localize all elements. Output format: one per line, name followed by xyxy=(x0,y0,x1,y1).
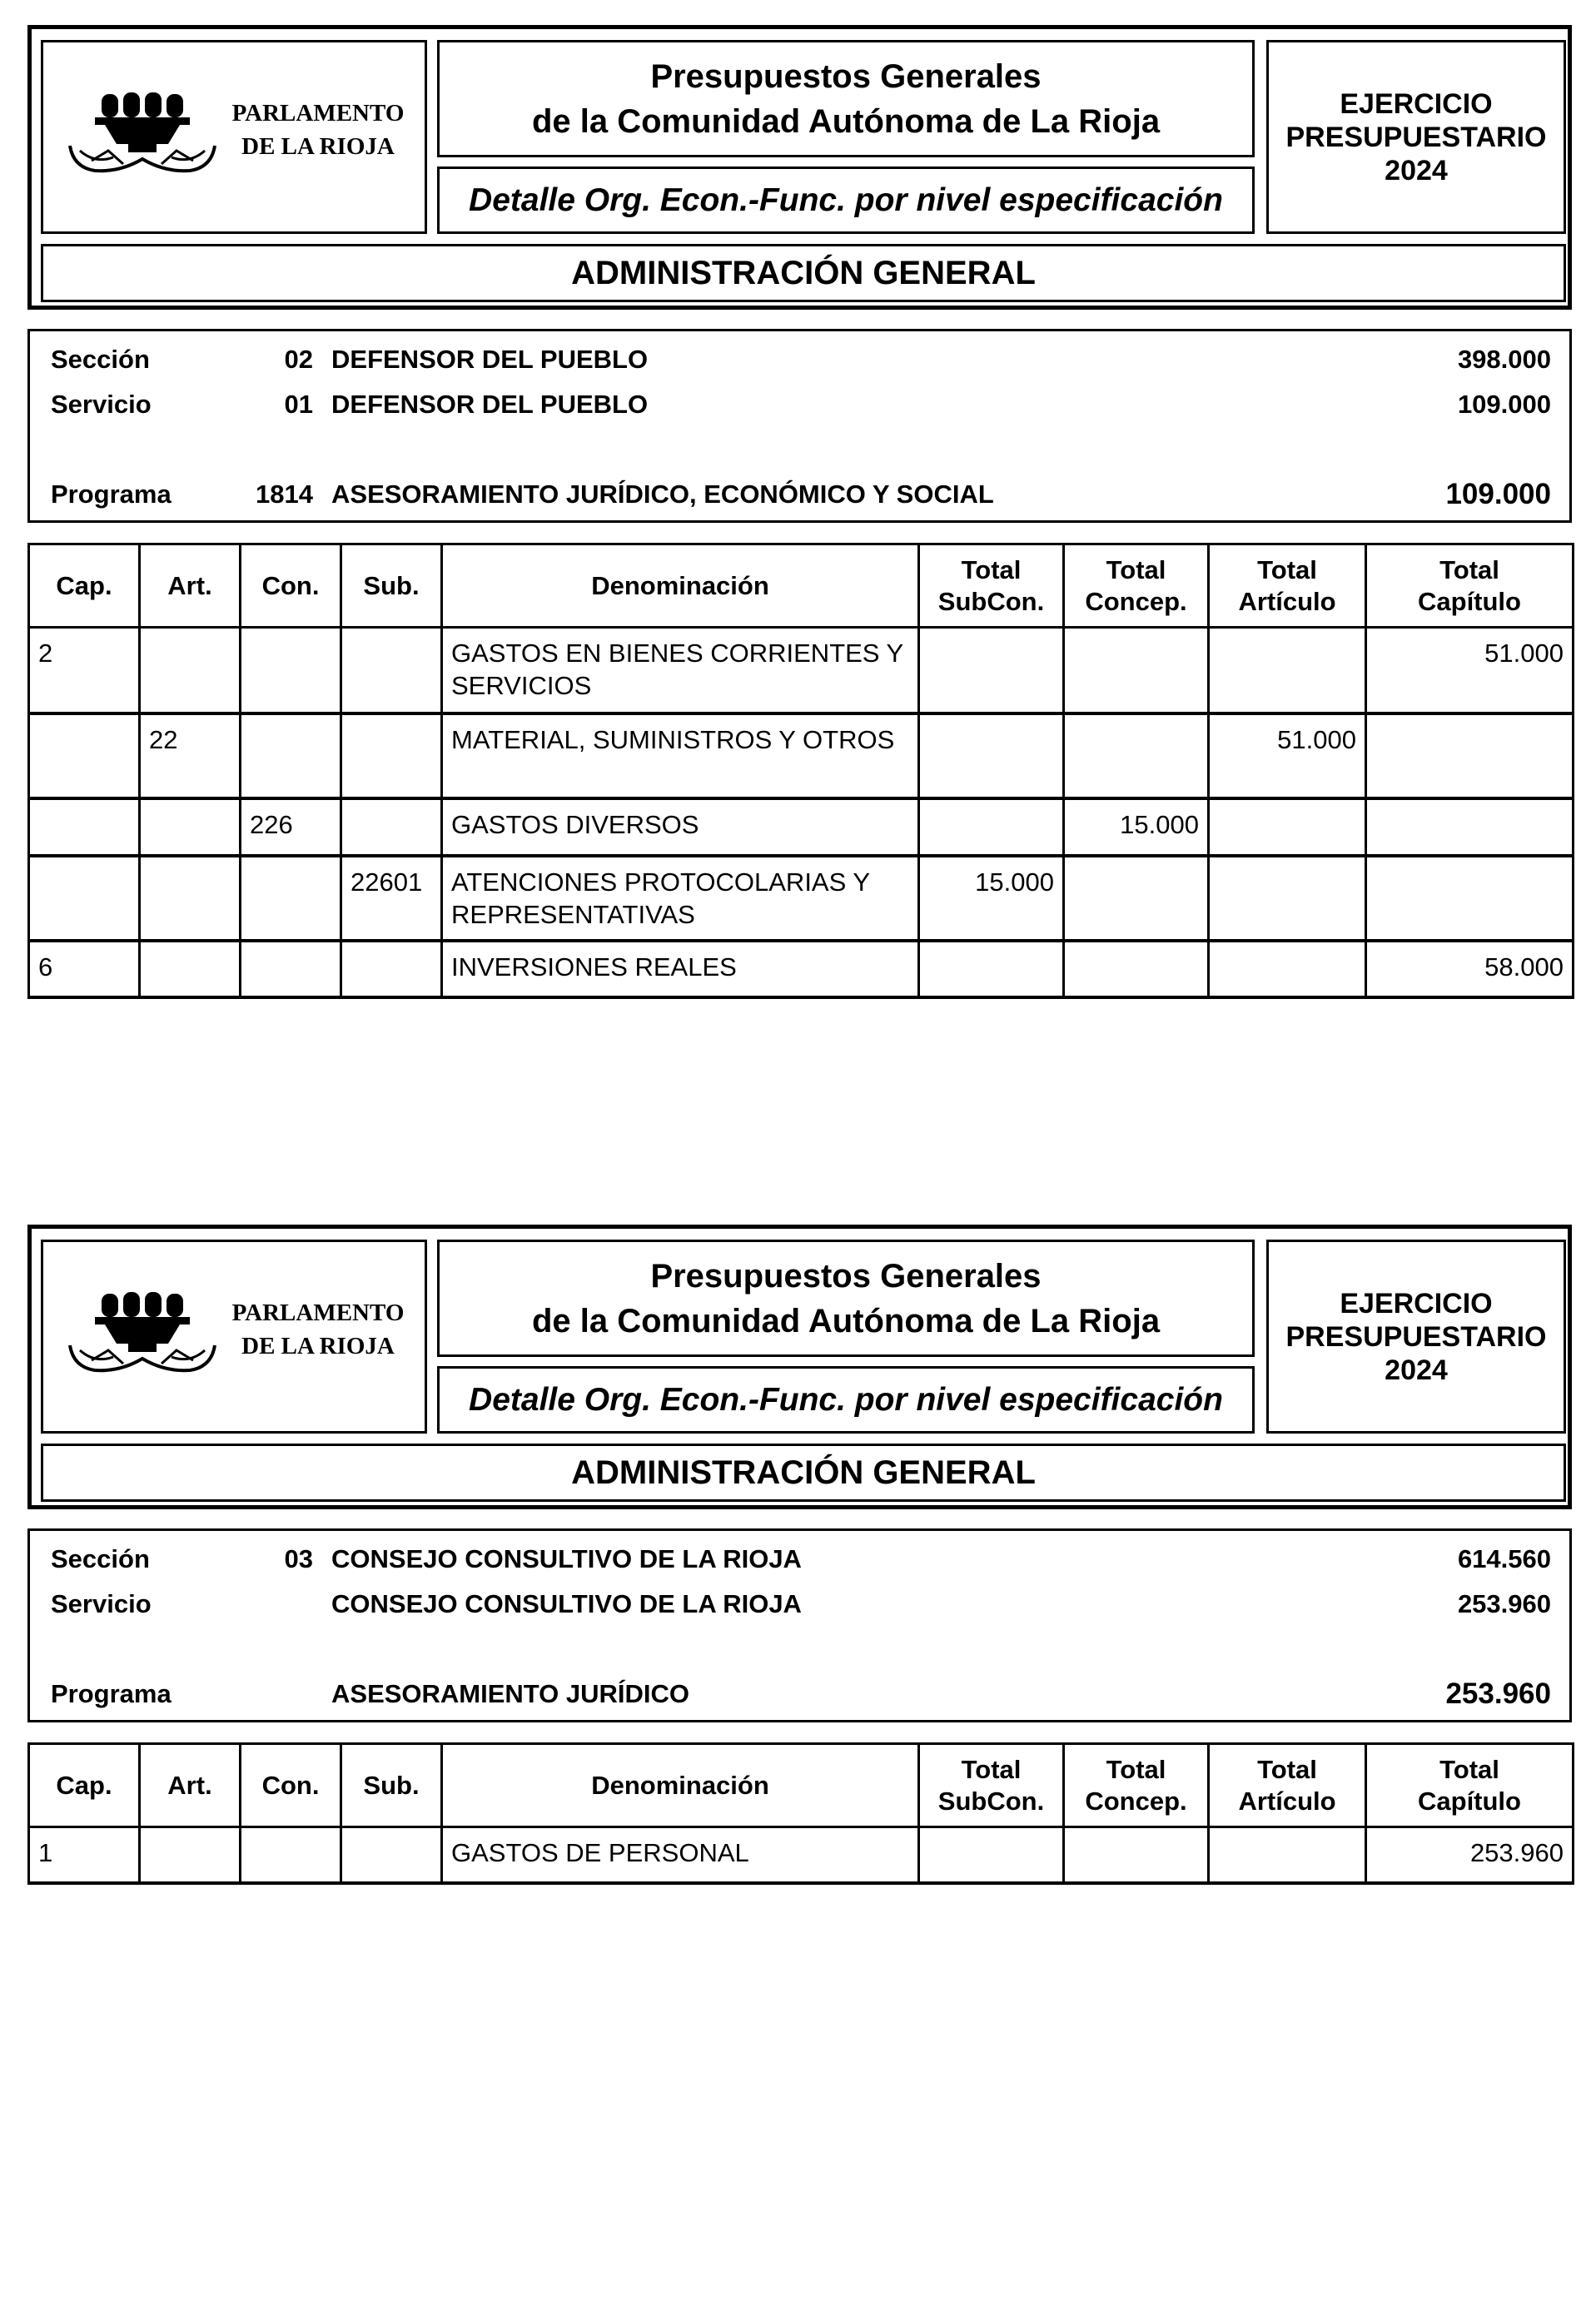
col-header-total-subcon xyxy=(919,544,1064,628)
cell-denominacion: GASTOS DE PERSONAL xyxy=(442,1827,919,1883)
col-header-sub: Sub. xyxy=(341,544,442,628)
cell-art: 22 xyxy=(140,713,241,798)
cell-cap xyxy=(29,798,140,856)
col-header-total-capitulo-line1: Total xyxy=(1439,554,1499,584)
col-header-total-concep-line1: Total xyxy=(1106,554,1166,584)
col-header-total-articulo-line2: Artículo xyxy=(1238,1786,1336,1816)
col-header-total-subcon-line2: SubCon. xyxy=(937,1786,1045,1816)
logo-box xyxy=(41,40,427,234)
org-name-line2: DE LA RIOJA xyxy=(241,1333,395,1359)
programa-amount: 253.960 xyxy=(1445,1677,1551,1710)
programa-label: Programa xyxy=(51,480,172,509)
parliament-logo-icon xyxy=(62,84,224,192)
servicio-amount: 253.960 xyxy=(1457,1589,1551,1618)
cell-total-concep xyxy=(1064,941,1209,997)
seccion-label: Sección xyxy=(51,1544,150,1573)
ejercicio-year: 2024 xyxy=(1385,1354,1448,1386)
cell-denominacion: MATERIAL, SUMINISTROS Y OTROS xyxy=(442,713,919,798)
cell-total-subcon xyxy=(919,628,1064,713)
cell-total-articulo: 51.000 xyxy=(1209,713,1366,798)
col-header-cap: Cap. xyxy=(29,544,140,628)
org-name xyxy=(218,1296,418,1363)
cell-total-capitulo: 253.960 xyxy=(1366,1827,1574,1883)
cell-art xyxy=(140,628,241,713)
cell-denominacion: ATENCIONES PROTOCOLARIAS Y REPRESENTATIVAS xyxy=(442,856,919,941)
cell-con xyxy=(241,1827,341,1883)
col-header-total-articulo-line2: Artículo xyxy=(1238,586,1336,616)
cell-sub xyxy=(341,798,442,856)
cell-sub xyxy=(341,1827,442,1883)
seccion-code: 03 xyxy=(284,1544,313,1573)
cell-sub xyxy=(341,713,442,798)
col-header-total-concep-line1: Total xyxy=(1106,1754,1166,1784)
cell-total-subcon: 15.000 xyxy=(919,856,1064,941)
col-header-total-capitulo-line1: Total xyxy=(1439,1754,1499,1784)
cell-sub: 22601 xyxy=(341,856,442,941)
cell-art xyxy=(140,941,241,997)
section-info xyxy=(27,1528,1572,1722)
cell-total-capitulo: 58.000 xyxy=(1366,941,1574,997)
seccion-amount: 398.000 xyxy=(1457,345,1551,374)
table-header-row xyxy=(29,1744,1574,1827)
col-header-total-capitulo-line2: Capítulo xyxy=(1418,586,1521,616)
org-name-line1: PARLAMENTO xyxy=(231,100,405,127)
servicio-amount: 109.000 xyxy=(1457,390,1551,419)
sheet-header xyxy=(27,1225,1572,1509)
programa-label: Programa xyxy=(51,1679,172,1708)
col-header-con: Con. xyxy=(241,544,341,628)
col-header-total-capitulo xyxy=(1366,1744,1574,1827)
title-line2: de la Comunidad Autónoma de La Rioja xyxy=(531,102,1161,140)
title-line2: de la Comunidad Autónoma de La Rioja xyxy=(531,1302,1161,1339)
col-header-art: Art. xyxy=(140,544,241,628)
seccion-label: Sección xyxy=(51,345,150,374)
cell-cap: 6 xyxy=(29,941,140,997)
col-header-total-subcon-line1: Total xyxy=(961,554,1022,584)
sheet-header xyxy=(27,25,1572,310)
subtitle: Detalle Org. Econ.-Func. por nivel especificación xyxy=(437,1366,1255,1434)
budget-sheet-2 xyxy=(27,1225,1572,1885)
table-row xyxy=(29,713,1574,798)
cell-total-capitulo: 51.000 xyxy=(1366,628,1574,713)
logo-box xyxy=(41,1240,427,1434)
cell-cap: 2 xyxy=(29,628,140,713)
title-box xyxy=(437,1240,1255,1357)
col-header-total-capitulo-line2: Capítulo xyxy=(1418,1786,1521,1816)
cell-total-concep xyxy=(1064,713,1209,798)
col-header-total-articulo xyxy=(1209,1744,1366,1827)
cell-total-concep xyxy=(1064,628,1209,713)
cell-total-articulo xyxy=(1209,941,1366,997)
cell-art xyxy=(140,798,241,856)
servicio-code: 01 xyxy=(284,390,313,419)
ejercicio-year: 2024 xyxy=(1385,154,1448,186)
cell-total-articulo xyxy=(1209,1827,1366,1883)
table-row xyxy=(29,1827,1574,1883)
cell-total-subcon xyxy=(919,798,1064,856)
cell-total-concep: 15.000 xyxy=(1064,798,1209,856)
col-header-denominacion: Denominación xyxy=(442,1744,919,1827)
cell-total-subcon xyxy=(919,713,1064,798)
col-header-total-articulo-line1: Total xyxy=(1257,554,1317,584)
org-name-line2: DE LA RIOJA xyxy=(241,133,395,160)
cell-total-concep xyxy=(1064,1827,1209,1883)
servicio-row xyxy=(30,1588,1569,1621)
subtitle: Detalle Org. Econ.-Func. por nivel especificación xyxy=(437,166,1255,234)
cell-con xyxy=(241,941,341,997)
section-title: ADMINISTRACIÓN GENERAL xyxy=(41,244,1566,302)
servicio-label: Servicio xyxy=(51,390,152,419)
seccion-name: CONSEJO CONSULTIVO DE LA RIOJA xyxy=(331,1544,802,1573)
cell-con xyxy=(241,628,341,713)
parliament-logo-icon xyxy=(62,1284,224,1392)
servicio-label: Servicio xyxy=(51,1589,152,1618)
table-header-row xyxy=(29,544,1574,628)
col-header-total-concep-line2: Concep. xyxy=(1085,1786,1187,1816)
cell-cap: 1 xyxy=(29,1827,140,1883)
col-header-total-concep xyxy=(1064,1744,1209,1827)
col-header-cap: Cap. xyxy=(29,1744,140,1827)
servicio-name: DEFENSOR DEL PUEBLO xyxy=(331,390,649,419)
seccion-amount: 614.560 xyxy=(1457,1544,1551,1573)
cell-total-subcon xyxy=(919,1827,1064,1883)
budget-sheet-1 xyxy=(27,25,1572,999)
cell-sub xyxy=(341,628,442,713)
col-header-total-articulo-line1: Total xyxy=(1257,1754,1317,1784)
col-header-sub: Sub. xyxy=(341,1744,442,1827)
col-header-total-subcon-line2: SubCon. xyxy=(937,586,1045,616)
col-header-art: Art. xyxy=(140,1744,241,1827)
seccion-row xyxy=(30,1543,1569,1576)
cell-total-subcon xyxy=(919,941,1064,997)
col-header-total-concep-line2: Concep. xyxy=(1085,586,1187,616)
budget-table xyxy=(27,1742,1574,1885)
table-row xyxy=(29,941,1574,997)
ejercicio-line2: PRESUPUESTARIO xyxy=(1285,1320,1547,1353)
col-header-denominacion: Denominación xyxy=(442,544,919,628)
cell-con: 226 xyxy=(241,798,341,856)
cell-total-articulo xyxy=(1209,798,1366,856)
title-box xyxy=(437,40,1255,157)
seccion-row xyxy=(30,343,1569,376)
cell-denominacion: GASTOS DIVERSOS xyxy=(442,798,919,856)
programa-name: ASESORAMIENTO JURÍDICO xyxy=(331,1679,690,1708)
cell-total-articulo xyxy=(1209,628,1366,713)
title-line1: Presupuestos Generales xyxy=(650,1257,1042,1295)
col-header-total-subcon-line1: Total xyxy=(961,1754,1022,1784)
servicio-row xyxy=(30,388,1569,421)
col-header-total-capitulo xyxy=(1366,544,1574,628)
col-header-total-concep xyxy=(1064,544,1209,628)
cell-total-articulo xyxy=(1209,856,1366,941)
org-name-line1: PARLAMENTO xyxy=(231,1300,405,1326)
ejercicio-box xyxy=(1266,1240,1566,1434)
section-title: ADMINISTRACIÓN GENERAL xyxy=(41,1444,1566,1502)
cell-total-capitulo xyxy=(1366,798,1574,856)
programa-amount: 109.000 xyxy=(1445,478,1551,510)
col-header-total-articulo xyxy=(1209,544,1366,628)
ejercicio-line1: EJERCICIO xyxy=(1340,1287,1493,1320)
cell-con xyxy=(241,856,341,941)
ejercicio-box xyxy=(1266,40,1566,234)
programa-code: 1814 xyxy=(256,480,313,509)
cell-art xyxy=(140,1827,241,1883)
title-line1: Presupuestos Generales xyxy=(650,57,1042,95)
section-info xyxy=(27,329,1572,523)
col-header-total-subcon xyxy=(919,1744,1064,1827)
cell-con xyxy=(241,713,341,798)
cell-denominacion: GASTOS EN BIENES CORRIENTES Y SERVICIOS xyxy=(442,628,919,713)
budget-table xyxy=(27,543,1574,999)
cell-total-capitulo xyxy=(1366,856,1574,941)
seccion-code: 02 xyxy=(284,345,313,374)
org-name xyxy=(218,97,418,163)
cell-art xyxy=(140,856,241,941)
programa-row xyxy=(30,478,1569,511)
seccion-name: DEFENSOR DEL PUEBLO xyxy=(331,345,649,374)
cell-denominacion: INVERSIONES REALES xyxy=(442,941,919,997)
programa-name: ASESORAMIENTO JURÍDICO, ECONÓMICO Y SOCIAL xyxy=(331,480,994,509)
cell-total-capitulo xyxy=(1366,713,1574,798)
table-row xyxy=(29,628,1574,713)
cell-total-concep xyxy=(1064,856,1209,941)
ejercicio-line2: PRESUPUESTARIO xyxy=(1285,121,1547,153)
cell-cap xyxy=(29,713,140,798)
ejercicio-line1: EJERCICIO xyxy=(1340,87,1493,120)
cell-cap xyxy=(29,856,140,941)
col-header-con: Con. xyxy=(241,1744,341,1827)
table-row xyxy=(29,856,1574,941)
table-row xyxy=(29,798,1574,856)
programa-row xyxy=(30,1677,1569,1711)
cell-sub xyxy=(341,941,442,997)
servicio-name: CONSEJO CONSULTIVO DE LA RIOJA xyxy=(331,1589,802,1618)
